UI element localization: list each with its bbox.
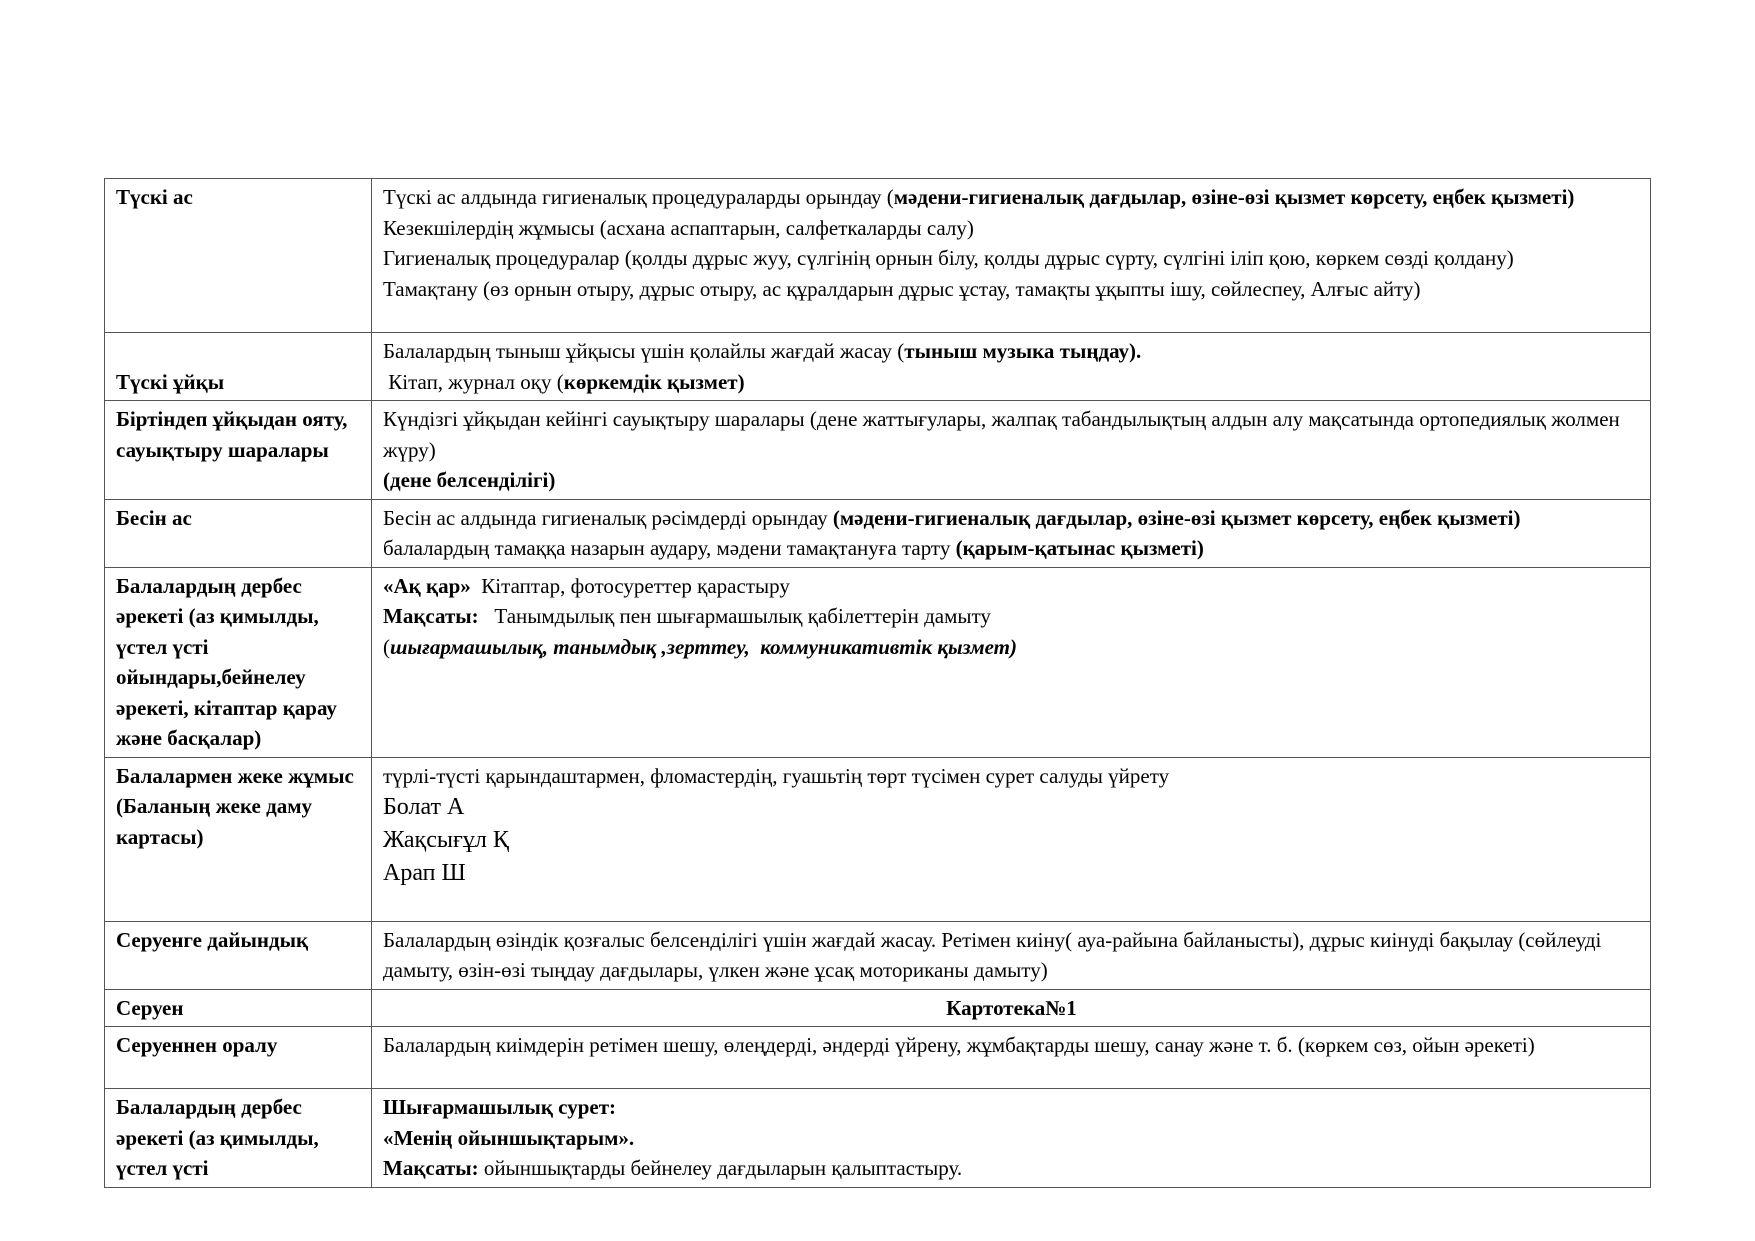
row-label: Түскі ұйқы [105, 333, 372, 401]
table-row [105, 921, 1651, 989]
row-label: Біртіндеп ұйқыдан ояту, сауықтыру шаралары [105, 401, 372, 500]
content-line: Тамақтану (өз орнын отыру, дұрыс отыру, ас құралдарын дұрыс ұстау, тамақты ұқыпты ішу, сөйлеспеу, Алғыс айту) [383, 276, 1421, 301]
content-line: Мақсаты: Танымдылық пен шығармашылық қабілеттерін дамыту [383, 604, 991, 628]
child-name: Жақсығұл Қ [383, 827, 509, 853]
content-line: (дене белсенділігі) [383, 468, 556, 492]
child-name: Болат А [383, 794, 465, 820]
table-row [105, 333, 1651, 401]
table-row [105, 567, 1651, 757]
child-name: Арап Ш [383, 860, 466, 886]
row-content [372, 757, 1651, 921]
table-row [105, 499, 1651, 567]
row-label: Балалармен жеке жұмыс (Баланың жеке даму картасы) [105, 757, 372, 921]
content-line: «Менің ойыншықтарым». [383, 1125, 635, 1150]
row-label: Серуеннен оралу [105, 1027, 372, 1089]
content-line: «Ақ қар» Кітаптар, фотосуреттер қарастыру [383, 573, 790, 598]
content-line: Мақсаты: ойыншықтарды бейнелеу дағдыларын қалыптастыру. [383, 1156, 963, 1180]
content-line: Күндізгі ұйқыдан кейінгі сауықтыру шаралары (дене жаттығулары, жалпақ табандылықтың алдын алу мақсатында ортопедиялық жолмен жүру) [383, 407, 1620, 462]
content-line: Балалардың тыныш ұйқысы үшін қолайлы жағдай жасау (тыныш музыка тыңдау). [383, 339, 1142, 363]
content-line: Кезекшілердің жұмысы (асхана аспаптарын, салфеткаларды салу) [383, 215, 974, 240]
content-line: Шығармашылық сурет: [383, 1095, 617, 1119]
card-file-label: Картотека№1 [372, 989, 1651, 1027]
row-label: Балалардың дербес әрекеті (аз қимылды, үстел үсті ойындары,бейнелеу әрекеті, кітаптар қарау және басқалар) [105, 567, 372, 757]
row-content [372, 179, 1651, 333]
content-line: Кітап, журнал оқу (көркемдік қызмет) [383, 369, 745, 394]
row-label: Балалардың дербес әрекеті (аз қимылды, үстел үсті [105, 1089, 372, 1188]
content-line: балалардың тамаққа назарын аудару, мәдени тамақтануға тарту (қарым-қатынас қызметі) [383, 536, 1204, 560]
content-line: (шығармашылық, танымдық ,зерттеу, коммуникативтік қызмет) [383, 634, 1017, 659]
row-content: Балалардың өзіндік қозғалыс белсенділігі үшін жағдай жасау. Ретімен киіну( ауа-райына байланысты), дұрыс киінуді бақылау (сөйлеуді дамыту, өзін-өзі тыңдау дағдылары, үлкен және ұсақ моториканы дамыту) [372, 921, 1651, 989]
row-content [372, 499, 1651, 567]
content-line: түрлі-түсті қарындаштармен, фломастердің, гуашьтің төрт түсімен сурет салуды үйрету [383, 763, 1170, 788]
content-line: Гигиеналық процедуралар (қолды дұрыс жуу, сүлгінің орнын білу, қолды дұрыс сүрту, сүлгіні іліп қою, көркем сөзді қолдану) [383, 246, 1514, 270]
table-row [105, 1089, 1651, 1188]
table-row [105, 1027, 1651, 1089]
table-row [105, 757, 1651, 921]
row-content [372, 333, 1651, 401]
row-label: Түскі ас [105, 179, 372, 333]
row-label: Бесін ас [105, 499, 372, 567]
row-content [372, 567, 1651, 757]
content-line: Бесін ас алдында гигиеналық рәсімдерді орындау (мәдени-гигиеналық дағдылар, өзіне-өзі қызмет көрсету, еңбек қызметі) [383, 505, 1521, 530]
row-content: Балалардың киімдерін ретімен шешу, өлеңдерді, әндерді үйрену, жұмбақтарды шешу, санау және т. б. (көркем сөз, ойын әрекеті) [372, 1027, 1651, 1089]
content-line: Түскі ас алдында гигиеналық процедураларды орындау (мәдени-гигиеналық дағдылар, өзіне-өзі қызмет көрсету, еңбек қызметі) [383, 185, 1575, 209]
table-row [105, 179, 1651, 333]
daily-plan-table [104, 178, 1651, 1188]
row-content [372, 1089, 1651, 1188]
row-label: Серуенге дайындық [105, 921, 372, 989]
table-row [105, 989, 1651, 1027]
table-row [105, 401, 1651, 500]
row-label: Серуен [105, 989, 372, 1027]
row-content [372, 401, 1651, 500]
